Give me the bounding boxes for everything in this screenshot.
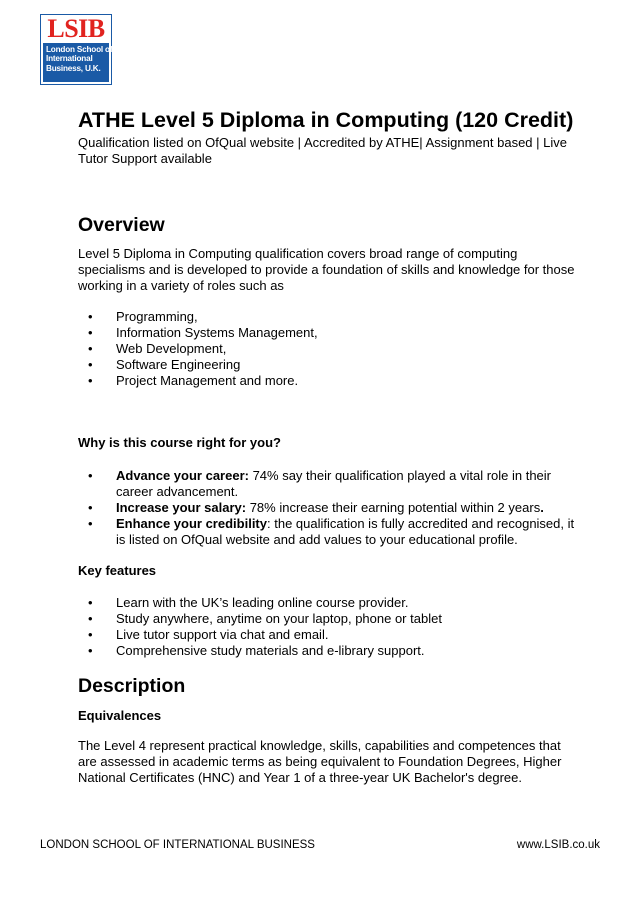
list-item: • Programming, <box>78 309 578 325</box>
list-item-bold: Advance your career: <box>116 468 249 483</box>
page-title: ATHE Level 5 Diploma in Computing (120 Credit) <box>78 108 574 132</box>
features-list <box>78 595 578 659</box>
list-item: • Comprehensive study materials and e-library support. <box>78 643 578 659</box>
list-item <box>78 516 578 548</box>
footer-website: www.LSIB.co.uk <box>516 839 600 851</box>
overview-heading: Overview <box>78 214 165 236</box>
equivalences-text: The Level 4 represent practical knowledge, skills, capabilities and competences that are assessed in academic terms as being equivalent to Foundation Degrees, Higher National Certificates (HNC) and Year 1 of a three-year UK Bachelor's degree. <box>78 738 562 785</box>
equivalences-heading: Equivalences <box>78 708 162 723</box>
page-subtitle: Qualification listed on OfQual website | Accredited by ATHE| Assignment based | Live Tutor Support available <box>78 135 567 166</box>
why-heading: Why is this course right for you? <box>78 435 281 450</box>
features-heading: Key features <box>78 563 157 578</box>
list-item: • Project Management and more. <box>78 373 578 389</box>
list-item-text: 78% increase their earning potential within 2 years <box>246 500 541 515</box>
list-item <box>78 500 578 516</box>
lsib-logo <box>40 14 112 85</box>
document-body <box>78 108 578 786</box>
roles-list <box>78 309 578 389</box>
logo-name-block <box>43 43 113 82</box>
logo-line: London School of <box>46 45 113 54</box>
list-item-bold: Enhance your credibility <box>116 516 267 531</box>
list-item: • Web Development, <box>78 341 578 357</box>
overview-intro: Level 5 Diploma in Computing qualification covers broad range of computing specialisms and is developed to provide a foundation of skills and knowledge for those working in a variety of roles such as <box>78 246 575 293</box>
list-item-text: 74% say their qualification played a vital role in their career advancement. <box>116 468 552 499</box>
list-item: • Software Engineering <box>78 357 578 373</box>
list-item: • Learn with the UK’s leading online course provider. <box>78 595 578 611</box>
list-item-tail: . <box>540 500 544 515</box>
footer-school-name: LONDON SCHOOL OF INTERNATIONAL BUSINESS <box>40 839 315 851</box>
logo-acronym: LSIB <box>47 13 105 43</box>
list-item <box>78 468 578 500</box>
list-item: • Live tutor support via chat and email. <box>78 627 578 643</box>
description-heading: Description <box>78 675 186 697</box>
list-item-text: : the qualification is fully accredited and recognised, it is listed on OfQual website and add values to your educational profile. <box>116 516 575 547</box>
list-item-bold: Increase your salary: <box>116 500 247 515</box>
list-item: • Study anywhere, anytime on your laptop, phone or tablet <box>78 611 578 627</box>
list-item: • Information Systems Management, <box>78 325 578 341</box>
logo-line: International <box>46 54 93 64</box>
why-list <box>78 468 578 548</box>
logo-line: Business, U.K. <box>46 63 101 73</box>
